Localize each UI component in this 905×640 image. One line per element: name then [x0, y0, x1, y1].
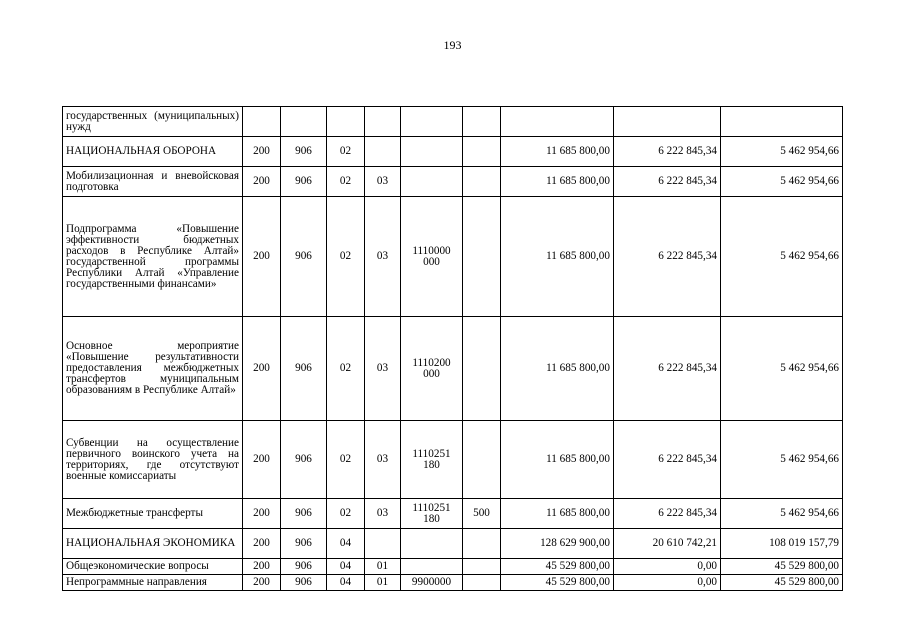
cell-pr — [365, 529, 401, 559]
cell-sum1: 11 685 800,00 — [501, 421, 614, 499]
cell-sum2: 6 222 845,34 — [614, 499, 721, 529]
cell-sum1: 11 685 800,00 — [501, 499, 614, 529]
cell-sum1: 45 529 800,00 — [501, 575, 614, 591]
cell-csr — [401, 137, 463, 167]
cell-vr — [463, 167, 501, 197]
cell-gr: 200 — [243, 167, 281, 197]
row-name: государственных (муниципальных) нужд — [63, 107, 243, 137]
cell-csr — [401, 107, 463, 137]
cell-vr: 500 — [463, 499, 501, 529]
cell-sum1: 11 685 800,00 — [501, 197, 614, 317]
cell-rz: 04 — [327, 529, 365, 559]
cell-gr: 200 — [243, 499, 281, 529]
cell-vr — [463, 197, 501, 317]
cell-sum3: 45 529 800,00 — [721, 575, 843, 591]
cell-gr: 200 — [243, 529, 281, 559]
cell-gr: 200 — [243, 559, 281, 575]
cell-ved: 906 — [281, 137, 327, 167]
cell-sum3: 5 462 954,66 — [721, 137, 843, 167]
cell-pr: 03 — [365, 499, 401, 529]
cell-sum3: 45 529 800,00 — [721, 559, 843, 575]
cell-sum3 — [721, 107, 843, 137]
cell-vr — [463, 575, 501, 591]
cell-gr: 200 — [243, 421, 281, 499]
cell-sum2: 6 222 845,34 — [614, 197, 721, 317]
table-row — [63, 421, 843, 499]
table-row — [63, 197, 843, 317]
cell-gr: 200 — [243, 137, 281, 167]
row-name: НАЦИОНАЛЬНАЯ ОБОРОНА — [63, 137, 243, 167]
table-row — [63, 137, 843, 167]
cell-vr — [463, 107, 501, 137]
cell-sum1: 128 629 900,00 — [501, 529, 614, 559]
table-row — [63, 167, 843, 197]
cell-rz: 02 — [327, 137, 365, 167]
cell-vr — [463, 559, 501, 575]
row-name: Мобилизационная и вневойсковая подготовка — [63, 167, 243, 197]
cell-ved: 906 — [281, 317, 327, 421]
cell-pr: 03 — [365, 421, 401, 499]
cell-csr: 1110251 180 — [401, 499, 463, 529]
cell-sum3: 5 462 954,66 — [721, 317, 843, 421]
cell-csr: 9900000 — [401, 575, 463, 591]
cell-rz: 02 — [327, 499, 365, 529]
row-name: Общеэкономические вопросы — [63, 559, 243, 575]
cell-ved: 906 — [281, 197, 327, 317]
cell-gr: 200 — [243, 575, 281, 591]
table-row — [63, 575, 843, 591]
cell-gr: 200 — [243, 317, 281, 421]
cell-sum3: 5 462 954,66 — [721, 167, 843, 197]
cell-csr: 1110000 000 — [401, 197, 463, 317]
cell-sum2: 6 222 845,34 — [614, 421, 721, 499]
cell-sum1: 11 685 800,00 — [501, 317, 614, 421]
cell-rz — [327, 107, 365, 137]
cell-csr — [401, 167, 463, 197]
cell-sum2: 6 222 845,34 — [614, 317, 721, 421]
cell-sum3: 5 462 954,66 — [721, 197, 843, 317]
cell-rz: 02 — [327, 421, 365, 499]
cell-rz: 02 — [327, 197, 365, 317]
cell-sum2: 6 222 845,34 — [614, 167, 721, 197]
budget-table — [62, 106, 843, 591]
table-row — [63, 499, 843, 529]
cell-sum1: 45 529 800,00 — [501, 559, 614, 575]
cell-ved: 906 — [281, 421, 327, 499]
cell-csr — [401, 529, 463, 559]
cell-sum3: 5 462 954,66 — [721, 421, 843, 499]
row-name: Непрограммные направления — [63, 575, 243, 591]
cell-rz: 02 — [327, 317, 365, 421]
cell-ved: 906 — [281, 575, 327, 591]
cell-sum2: 6 222 845,34 — [614, 137, 721, 167]
cell-sum2 — [614, 107, 721, 137]
cell-ved: 906 — [281, 559, 327, 575]
cell-rz: 02 — [327, 167, 365, 197]
cell-sum2: 0,00 — [614, 575, 721, 591]
cell-vr — [463, 137, 501, 167]
cell-csr — [401, 559, 463, 575]
cell-pr: 03 — [365, 167, 401, 197]
cell-ved: 906 — [281, 167, 327, 197]
table-row — [63, 107, 843, 137]
cell-sum3: 5 462 954,66 — [721, 499, 843, 529]
cell-ved: 906 — [281, 499, 327, 529]
cell-vr — [463, 421, 501, 499]
row-name: НАЦИОНАЛЬНАЯ ЭКОНОМИКА — [63, 529, 243, 559]
cell-ved: 906 — [281, 529, 327, 559]
table-row — [63, 559, 843, 575]
cell-pr: 01 — [365, 575, 401, 591]
cell-rz: 04 — [327, 559, 365, 575]
cell-csr: 1110200 000 — [401, 317, 463, 421]
cell-pr: 03 — [365, 197, 401, 317]
row-name: Межбюджетные трансферты — [63, 499, 243, 529]
row-name: Основное мероприятие «Повышение результативности предоставления межбюджетных трансфертов муниципальным образованиям в Республике Алтай» — [63, 317, 243, 421]
row-name: Подпрограмма «Повышение эффективности бюджетных расходов в Республике Алтай» государственной программы Республики Алтай «Управление государственными финансами» — [63, 197, 243, 317]
cell-gr — [243, 107, 281, 137]
cell-pr: 03 — [365, 317, 401, 421]
cell-gr: 200 — [243, 197, 281, 317]
cell-sum3: 108 019 157,79 — [721, 529, 843, 559]
cell-pr — [365, 107, 401, 137]
cell-vr — [463, 317, 501, 421]
page-number: 193 — [443, 38, 462, 52]
cell-sum2: 0,00 — [614, 559, 721, 575]
table-row — [63, 529, 843, 559]
cell-pr — [365, 137, 401, 167]
cell-vr — [463, 529, 501, 559]
cell-sum2: 20 610 742,21 — [614, 529, 721, 559]
cell-sum1 — [501, 107, 614, 137]
cell-sum1: 11 685 800,00 — [501, 167, 614, 197]
cell-rz: 04 — [327, 575, 365, 591]
cell-pr: 01 — [365, 559, 401, 575]
table-row — [63, 317, 843, 421]
cell-csr: 1110251 180 — [401, 421, 463, 499]
cell-ved — [281, 107, 327, 137]
cell-sum1: 11 685 800,00 — [501, 137, 614, 167]
row-name: Субвенции на осуществление первичного воинского учета на территориях, где отсутствуют военные комиссариаты — [63, 421, 243, 499]
